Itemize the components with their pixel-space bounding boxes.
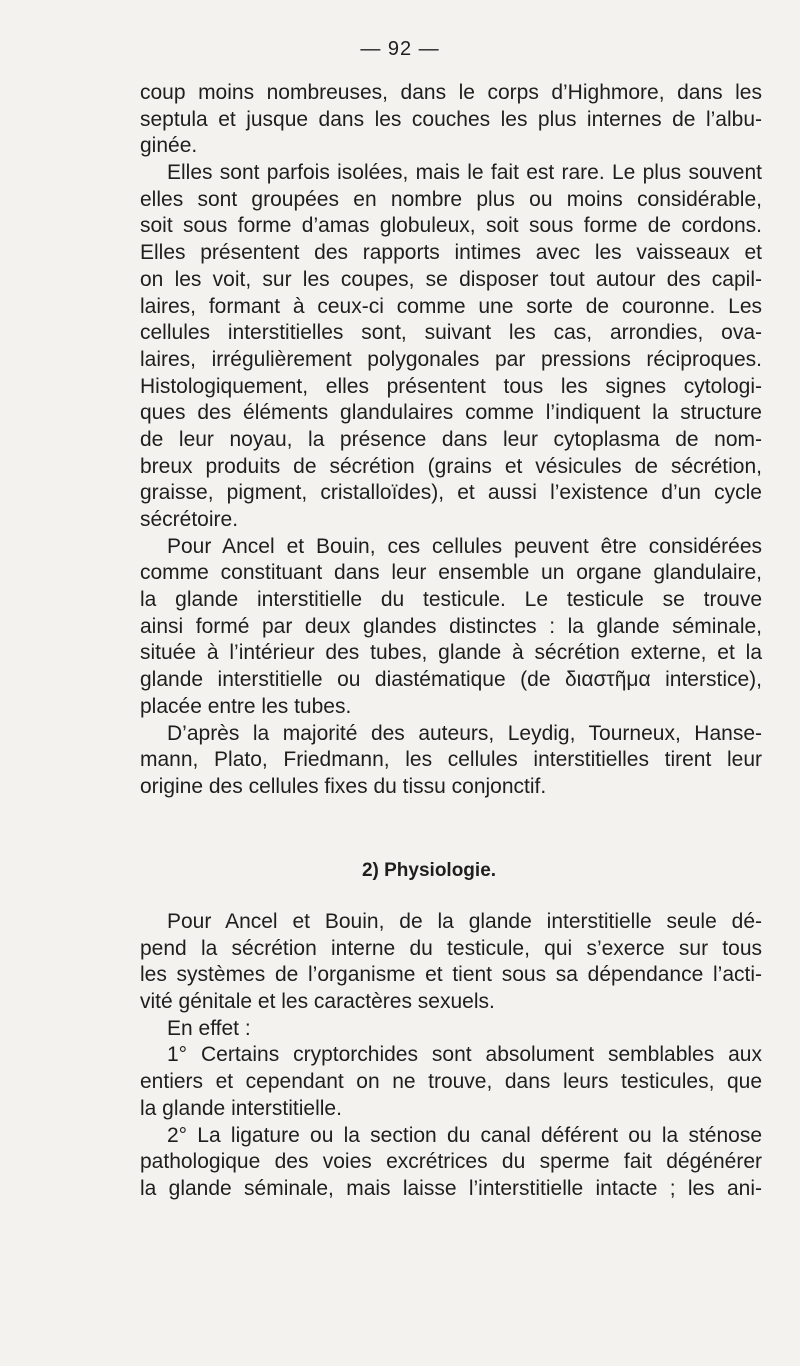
text-line: la glande séminale, mais laisse l’interstitielle intacte ; les ani- xyxy=(140,1176,762,1200)
section-heading-text: 2) Physiologie. xyxy=(361,860,497,881)
page-number: — 92 — xyxy=(360,38,440,60)
text-line: septula et jusque dans les couches les plus internes de l’albu- xyxy=(140,107,762,131)
text-block-physiologie xyxy=(140,909,762,1203)
text-line: de leur noyau, la présence dans leur cytoplasma de nom- xyxy=(140,427,762,451)
text-line: Elles sont parfois isolées, mais le fait est rare. Le plus souvent xyxy=(167,161,762,185)
text-line: la glande interstitielle du testicule. Le testicule se trouve xyxy=(140,588,762,612)
text-line: la glande interstitielle. xyxy=(140,1096,342,1120)
text-line: Pour Ancel et Bouin, de la glande interstitielle seule dé- xyxy=(167,910,762,933)
text-line: ginée. xyxy=(140,134,198,158)
text-line: 2° La ligature ou la section du canal déférent ou la sténose xyxy=(167,1123,762,1147)
text-line: laires, irrégulièrement polygonales par pressions réciproques. xyxy=(140,347,762,371)
text-line: Elles présentent des rapports intimes avec les vaisseaux et xyxy=(140,241,762,265)
text-line: graisse, pigment, cristalloïdes), et aussi l’existence d’un cycle xyxy=(140,481,762,505)
text-line: laires, formant à ceux-ci comme une sorte de couronne. Les xyxy=(140,294,762,318)
text-line: Histologiquement, elles présentent tous les signes cytologi- xyxy=(140,374,762,398)
text-line: comme constituant dans leur ensemble un organe glandulaire, xyxy=(140,561,762,585)
text-line: D’après la majorité des auteurs, Leydig, Tourneux, Hanse- xyxy=(167,721,762,745)
section-heading xyxy=(0,860,800,882)
text-line: breux produits de sécrétion (grains et vésicules de sécrétion, xyxy=(140,454,762,478)
text-line: placée entre les tubes. xyxy=(140,694,352,718)
text-line: ainsi formé par deux glandes distinctes : la glande séminale, xyxy=(140,614,762,638)
text-line: soit sous forme d’amas globuleux, soit sous forme de cordons. xyxy=(140,214,762,238)
text-line: mann, Plato, Friedmann, les cellules interstitielles tirent leur xyxy=(140,748,762,772)
text-line: elles sont groupées en nombre plus ou moins considérable, xyxy=(140,187,762,211)
text-line: Pour Ancel et Bouin, ces cellules peuvent être considérées xyxy=(167,534,762,558)
text-line: ques des éléments glandulaires comme l’indiquent la structure xyxy=(140,401,762,425)
text-line: située à l’intérieur des tubes, glande à sécrétion externe, et la xyxy=(140,641,762,665)
text-line: origine des cellules fixes du tissu conjonctif. xyxy=(140,774,547,798)
text-block-intro xyxy=(140,80,762,801)
text-line: on les voit, sur les coupes, se disposer tout autour des capil- xyxy=(140,267,762,291)
text-line: sécrétoire. xyxy=(140,508,239,531)
text-line: glande interstitielle ou diastématique (de διαστῆμα interstice), xyxy=(140,668,762,692)
text-line: entiers et cependant on ne trouve, dans leurs testicules, que xyxy=(140,1070,762,1094)
text-line: En effet : xyxy=(167,1016,251,1040)
text-line: vité génitale et les caractères sexuels. xyxy=(140,990,495,1014)
text-line: cellules interstitielles sont, suivant les cas, arrondies, ova- xyxy=(140,321,762,345)
text-line: les systèmes de l’organisme et tient sous sa dépendance l’acti- xyxy=(140,963,762,987)
text-line: pathologique des voies excrétrices du sperme fait dégénérer xyxy=(140,1150,762,1174)
text-line: coup moins nombreuses, dans le corps d’Highmore, dans les xyxy=(140,81,762,104)
text-line: pend la sécrétion interne du testicule, qui s’exerce sur tous xyxy=(140,936,762,960)
text-line: 1° Certains cryptorchides sont absolument semblables aux xyxy=(167,1043,762,1067)
